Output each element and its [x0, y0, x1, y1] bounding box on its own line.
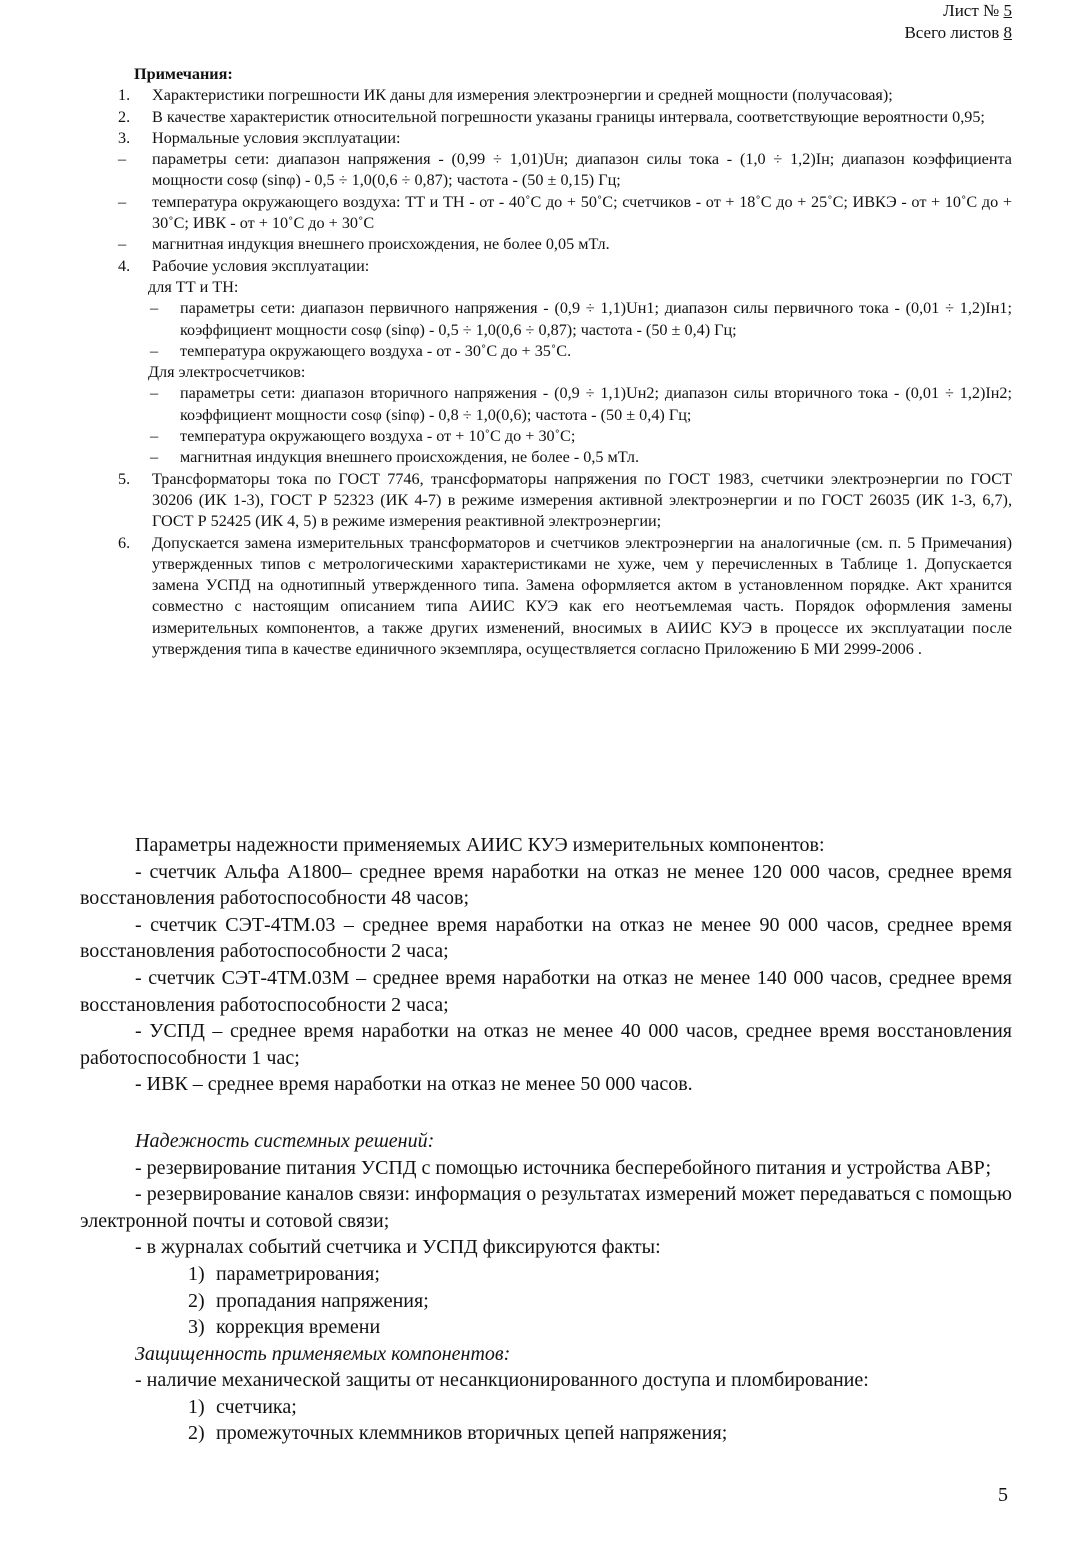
note-4-tt-bullet: – параметры сети: диапазон первичного напряжения - (0,9 ÷ 1,1)Uн1; диапазон силы первичного тока - (0,01 ÷ 1,2)Iн1; коэффициент мощности cosφ (sinφ) - 0,5 ÷ 1,0(0,6 ÷ 0,87); частота - (50 ± 0,4) Гц; [150, 299, 1012, 339]
total-label: Всего листов [904, 23, 1000, 42]
reliability-item: - счетчик СЭТ-4ТМ.03 – среднее время наработки на отказ не менее 90 000 часов, среднее время восстановления работоспособности 2 часа; [80, 913, 1012, 963]
protection-list-item: 1) счетчика; [188, 1395, 297, 1418]
note-item-1: 1. Характеристики погрешности ИК даны для измерения электроэнергии и средней мощности (получасовая); [118, 86, 893, 105]
note-item-3: 3. Нормальные условия эксплуатации: [118, 128, 401, 147]
protection-heading: Защищенность применяемых компонентов: [135, 1342, 511, 1365]
system-item: - резервирование питания УСПД с помощью источника бесперебойного питания и устройства АВР; [135, 1156, 992, 1179]
note-4-meter-bullet: – температура окружающего воздуха - от + 10˚С до + 30˚С; [150, 427, 576, 446]
system-item: - в журналах событий счетчика и УСПД фиксируются факты: [135, 1236, 661, 1259]
notes-section [112, 64, 1012, 660]
sheet-number: 5 [1003, 1, 1012, 20]
total-sheets-line [904, 22, 1012, 44]
note-4-meter-bullet: – магнитная индукция внешнего происхождения, не более - 0,5 мТл. [150, 448, 640, 467]
protection-list [80, 1394, 1012, 1447]
note-4-meter-heading: Для электросчетчиков: [148, 363, 306, 382]
total-number: 8 [1003, 23, 1012, 42]
note-4-meter-bullet: – параметры сети: диапазон вторичного напряжения - (0,9 ÷ 1,1)Uн2; диапазон силы вторичного тока - (0,01 ÷ 1,2)Iн2; коэффициент мощности cosφ (sinφ) - 0,8 ÷ 1,0(0,6); частота - (50 ± 0,4) Гц; [150, 384, 1012, 424]
reliability-item: - счетчик СЭТ-4ТМ.03М – среднее время наработки на отказ не менее 140 000 часов, среднее время восстановления работоспособности 2 часа; [80, 966, 1012, 1016]
reliability-section [80, 832, 1012, 1447]
note-3-bullet: – параметры сети: диапазон напряжения - (0,99 ÷ 1,01)Uн; диапазон силы тока - (1,0 ÷ 1,2)Iн; диапазон коэффициента мощности cosφ (sinφ) - 0,5 ÷ 1,0(0,6 ÷ 0,87); частота - (50 ± 0,15) Гц; [118, 150, 1012, 190]
system-item: - резервирование каналов связи: информация о результатах измерений может передаваться с помощью электронной почты и сотовой связи; [80, 1183, 1012, 1232]
reliability-item: - счетчик Альфа А1800– среднее время наработки на отказ не менее 120 000 часов, среднее время восстановления работоспособности 48 часов; [80, 860, 1012, 910]
note-3-bullet: – температура окружающего воздуха: ТТ и ТН - от - 40˚С до + 50˚С; счетчиков - от + 18˚С до + 25˚С; ИВКЭ - от + 10˚С до + 30˚С; ИВК - от + 10˚С до + 30˚С [118, 192, 1012, 233]
page-number: 5 [998, 1484, 1008, 1506]
fact-item: 3) коррекция времени [188, 1316, 381, 1339]
note-4-tt-bullet: – температура окружающего воздуха - от - 30˚С до + 35˚С. [150, 341, 572, 360]
sheet-label: Лист № [943, 1, 1000, 20]
sheet-number-line [904, 0, 1012, 22]
note-item-6: 6. Допускается замена измерительных трансформаторов и счетчиков электроэнергии на аналогичные (см. п. 5 Примечания) утвержденных типов с метрологическими характеристиками не хуже, чем у перечисленных в Таблице 1. Допускается замена УСПД на однотипный утвержденного типа. Замена оформляется актом в установленном порядке. Акт хранится совместно с настоящим описанием типа АИИС КУЭ как его неотъемлемая часть. Порядок оформления замены измерительных компонентов, а также других изменений, вносимых в АИИС КУЭ в процессе их эксплуатации после утверждения типа в качестве единичного экземпляра, осуществляется согласно Приложению Б МИ 2999-2006 . [118, 533, 1012, 659]
protection-list-item: 2) промежуточных клеммников вторичных цепей напряжения; [188, 1422, 728, 1445]
reliability-item: - ИВК – среднее время наработки на отказ не менее 50 000 часов. [135, 1073, 693, 1096]
note-item-2: 2. В качестве характеристик относительной погрешности указаны границы интервала, соответствующие вероятности 0,95; [118, 107, 985, 126]
fact-item: 1) параметрирования; [188, 1262, 380, 1285]
note-4-tt-heading: для ТТ и ТН: [148, 277, 239, 296]
note-item-5: 5. Трансформаторы тока по ГОСТ 7746, трансформаторы напряжения по ГОСТ 1983, счетчики электроэнергии по ГОСТ 30206 (ИК 1-3), ГОСТ Р 52323 (ИК 4-7) в режиме измерения активной электроэнергии и по ГОСТ 26035 (ИК 1-3, 6,7), ГОСТ Р 52425 (ИК 4, 5) в режиме измерения реактивной электроэнергии; [118, 469, 1012, 531]
reliability-item: - УСПД – среднее время наработки на отказ не менее 40 000 часов, среднее время восстановления работоспособности 1 час; [80, 1020, 1012, 1069]
reliability-intro: Параметры надежности применяемых АИИС КУЭ измерительных компонентов: [135, 834, 825, 856]
notes-title: Примечания: [134, 65, 233, 83]
system-reliability-heading: Надежность системных решений: [135, 1129, 435, 1152]
note-3-bullet: – магнитная индукция внешнего происхождения, не более 0,05 мТл. [118, 235, 610, 254]
event-facts-list [80, 1261, 1012, 1341]
protection-item: - наличие механической защиты от несанкционированного доступа и пломбирование: [135, 1369, 869, 1392]
page-header [904, 0, 1012, 44]
note-item-4: 4. Рабочие условия эксплуатации: [118, 256, 370, 275]
fact-item: 2) пропадания напряжения; [188, 1289, 429, 1312]
